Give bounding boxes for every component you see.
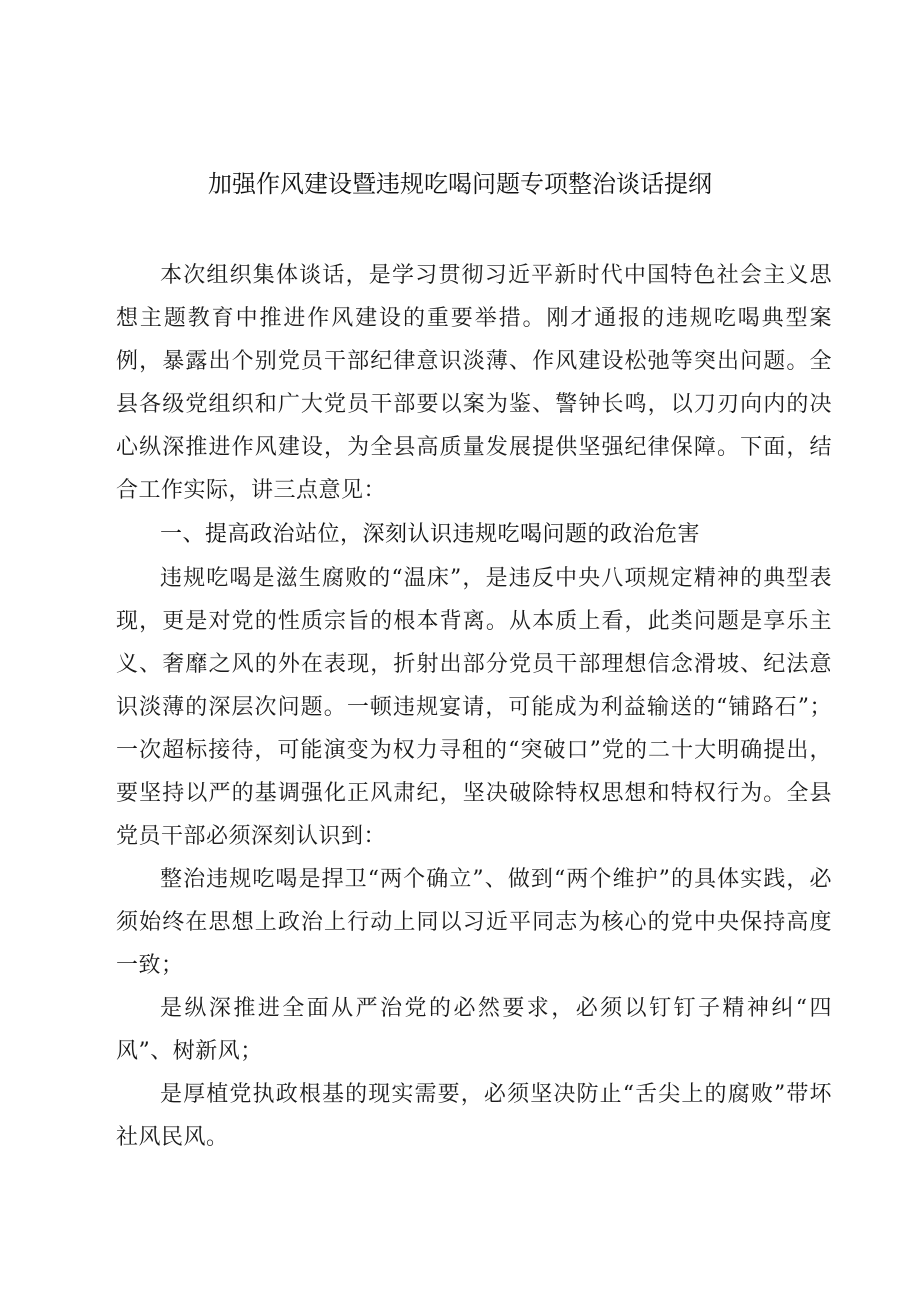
section1-paragraph-1: 违规吃喝是滋生腐败的“温床”，是违反中央八项规定精神的典型表现，更是对党的性质宗旨的根本背离。从本质上看，此类问题是享乐主义、奢靡之风的外在表现，折射出部分党员干部理想信念滑坡、纪法意识淡薄的深层次问题。一顿违规宴请，可能成为利益输送的“铺路石”；一次超标接待，可能演变为权力寻租的“突破口”党的二十大明确提出，要坚持以严的基调强化正风肃纪，坚决破除特权思想和特权行为。全县党员干部必须深刻认识到： bbox=[116, 566, 832, 849]
section1-paragraph-3: 是纵深推进全面从严治党的必然要求，必须以钉钉子精神纠“四风”、树新风； bbox=[116, 996, 832, 1064]
document-title: 加强作风建设暨违规吃喝问题专项整治谈话提纲 bbox=[208, 170, 712, 198]
document-body bbox=[116, 254, 832, 1159]
section-heading-1: 一、提高政治站位，深刻认识违规吃喝问题的政治危害 bbox=[160, 522, 701, 547]
section1-paragraph-4: 是厚植党执政根基的现实需要，必须坚决防止“舌尖上的腐败”带坏社风民风。 bbox=[116, 1082, 832, 1150]
section1-paragraph-2: 整治违规吃喝是捍卫“两个确立”、做到“两个维护”的具体实践，必须始终在思想上政治上行动上同以习近平同志为核心的党中央保持高度一致； bbox=[116, 867, 832, 978]
intro-paragraph: 本次组织集体谈话，是学习贯彻习近平新时代中国特色社会主义思想主题教育中推进作风建设的重要举措。刚才通报的违规吃喝典型案例，暴露出个别党员干部纪律意识淡薄、作风建设松弛等突出问题。全县各级党组织和广大党员干部要以案为鉴、警钟长鸣，以刀刃向内的决心纵深推进作风建设，为全县高质量发展提供坚强纪律保障。下面，结合工作实际，讲三点意见： bbox=[116, 263, 832, 503]
